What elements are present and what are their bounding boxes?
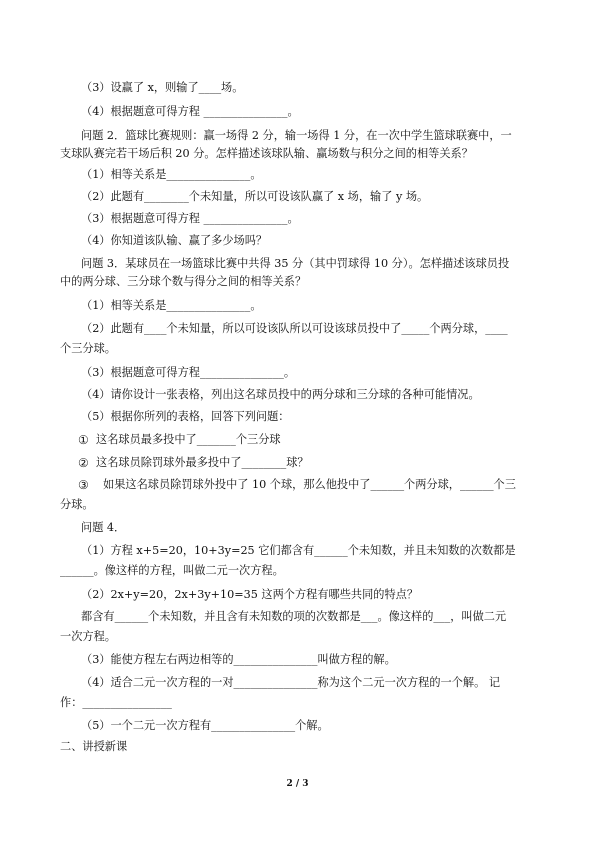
text-line: 支球队赛完若干场后积 20 分。怎样描述该球队输、赢场数与积分之间的相等关系？ [60,147,473,160]
text-line: （2）此题有________个未知量，所以可设该队赢了 x 场，输了 y 场。 [81,190,429,203]
page-number: 2 / 3 [286,779,309,789]
text-line: 问题 3．某球员在一场篮球比赛中共得 35 分（其中罚球得 10 分）。怎样描述该球员投 [81,257,510,270]
text-line: 都含有______个未知数，并且含有未知数的项的次数都是___。像这样的___，叫做二元 [81,610,507,623]
text-line: （4）请你设计一张表格，列出这名球员投中的两分球和三分球的各种可能情况。 [81,388,480,401]
text-line: 这名球员最多投中了_______个三分球 [96,433,281,446]
text-line: 如果这名球员除罚球外投中了 10 个球，那么他投中了______个两分球，______个三 [103,478,516,491]
section-heading: 二、讲授新课 [60,740,128,753]
text-line: 分球。 [60,498,94,511]
text-line: （2）此题有____个未知量，所以可设该队所以可设该球员投中了_____个两分球，____ [81,322,508,335]
text-line: （4）适合二元一次方程的一对_______________称为这个二元一次方程的一个解。 记 [81,676,501,689]
text-line: （3）能使方程左右两边相等的_______________叫做方程的解。 [81,653,396,666]
text-line: （4）根据题意可得方程 _______________。 [81,105,299,118]
text-line: 中的两分球、三分球个数与得分之间的相等关系？ [60,275,307,288]
text-line: 个三分球。 [60,342,116,355]
text-line: （5）根据你所列的表格，回答下列问题： [81,410,290,423]
text-line: 这名球员除罚球外最多投中了________球？ [96,456,309,469]
text-line: （3）根据题意可得方程 _______________。 [81,212,299,225]
circled-number-1: ① [78,433,89,447]
text-line: （3）根据题意可得方程_______________。 [81,366,296,379]
text-line: （1）相等关系是_______________。 [81,299,262,312]
text-line: （4）你知道该队输、赢了多少场吗？ [81,234,268,247]
text-line: ______。像这样的方程，叫做二元一次方程。 [60,564,284,577]
text-line: （5）一个二元一次方程有_______________个解。 [81,719,329,732]
text-line: 作：________________ [60,696,172,709]
circled-number-3: ③ [78,478,89,492]
circled-number-2: ② [78,456,89,470]
text-line: （2）2x+y=20，2x+3y+10=35 这两个方程有哪些共同的特点？ [81,588,419,601]
text-line: （1）方程 x+5=20，10+3y=25 它们都含有______个未知数，并且未知数的次数都是 [81,544,516,557]
text-line: （3）设赢了 x，则输了____场。 [81,81,244,94]
text-line: 一次方程。 [60,630,116,643]
text-line: 问题 4． [81,521,126,534]
text-line: 问题 2．篮球比赛规则：赢一场得 2 分，输一场得 1 分，在一次中学生篮球联赛中，一 [81,129,512,142]
text-line: （1）相等关系是_______________。 [81,168,262,181]
